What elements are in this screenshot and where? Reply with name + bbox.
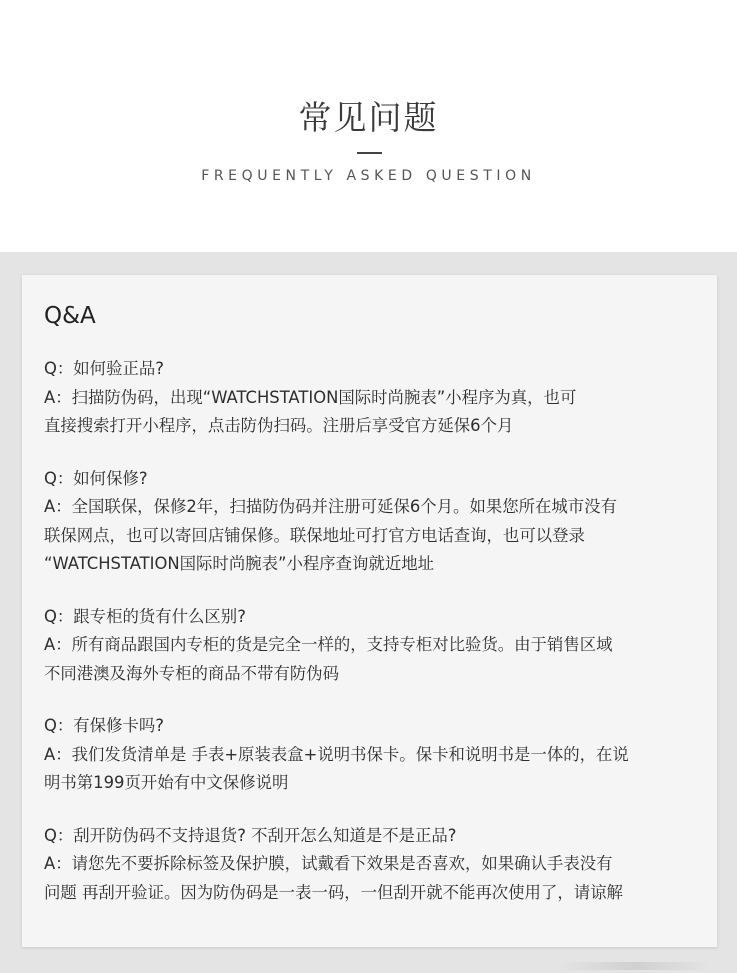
question-line: Q：跟专柜的货有什么区别?	[44, 606, 246, 626]
answer-line: A：全国联保，保修2年，扫描防伪码并注册可延保6个月。如果您所在城市没有	[44, 497, 617, 516]
qa-card	[22, 275, 717, 947]
page-subtitle: FREQUENTLY ASKED QUESTION	[201, 168, 536, 184]
page-title: 常见问题	[298, 98, 439, 137]
answer-line: A：我们发货清单是 手表+原装表盒+说明书保卡。保卡和说明书是一体的，在说	[44, 744, 629, 764]
qa-item-warranty	[44, 465, 704, 579]
answer-line: “WATCHSTATION国际时尚腕表”小程序查询就近地址	[44, 554, 435, 573]
answer-line: 问题 再刮开验证。因为防伪码是一表一码，一但刮开就不能再次使用了，请谅解	[44, 882, 623, 902]
qa-item-authenticity	[44, 355, 704, 441]
watermark-smudge	[560, 962, 710, 970]
qa-item-scratch-code	[44, 822, 704, 908]
answer-line: 不同港澳及海外专柜的商品不带有防伪码	[44, 663, 340, 683]
qa-card-title: Q&A	[44, 303, 96, 329]
answer-line: 联保网点，也可以寄回店铺保修。联保地址可打官方电话查询，也可以登录	[44, 525, 585, 545]
qa-item-counter-difference	[44, 603, 704, 689]
answer-line: A：所有商品跟国内专柜的货是完全一样的，支持专柜对比验货。由于销售区域	[44, 635, 613, 654]
qa-item-warranty-card	[44, 712, 704, 798]
qa-list	[44, 355, 704, 931]
answer-line: A：请您先不要拆除标签及保护膜，试戴看下效果是否喜欢，如果确认手表没有	[44, 854, 613, 873]
faq-header	[0, 0, 737, 252]
question-line: Q：如何验正品?	[44, 359, 164, 378]
answer-line: 明书第199页开始有中文保修说明	[44, 773, 289, 792]
question-line: Q：如何保修?	[44, 468, 148, 488]
title-divider	[357, 152, 382, 154]
question-line: Q：刮开防伪码不支持退货? 不刮开怎么知道是不是正品?	[44, 825, 457, 845]
answer-line: 直接搜索打开小程序，点击防伪扫码。注册后享受官方延保6个月	[44, 416, 514, 435]
question-line: Q：有保修卡吗?	[44, 716, 164, 735]
answer-line: A：扫描防伪码，出现“WATCHSTATION国际时尚腕表”小程序为真，也可	[44, 387, 577, 407]
